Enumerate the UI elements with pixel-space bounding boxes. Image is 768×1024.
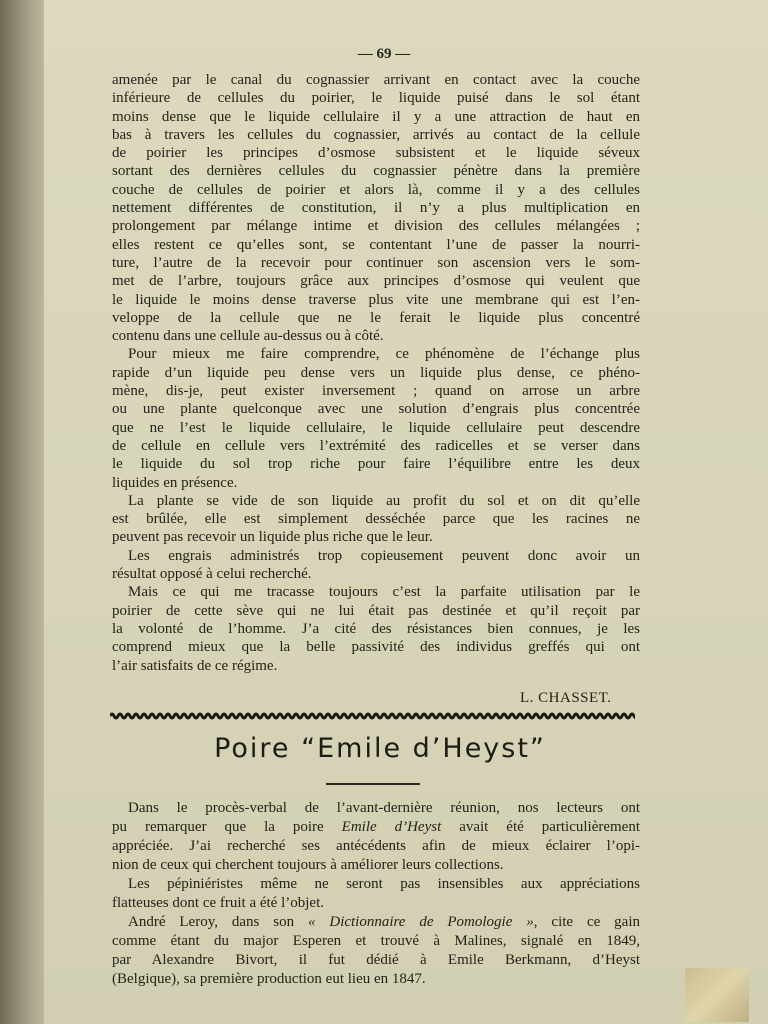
text-line: nion de ceux qui cherchent toujours à améliorer leurs collections. xyxy=(112,857,504,873)
text-line: comprend mieux que la belle passivité des individus greffés qui ont xyxy=(112,639,640,656)
text-line: prolongement par mélange intime et division des cellules mélangées ; xyxy=(112,218,640,235)
text-line: sortant des dernières cellules du cognassier pénètre dans la première xyxy=(112,163,640,180)
text-line xyxy=(112,913,640,932)
text-line: veloppe de la cellule que ne le ferait le liquide plus concentré xyxy=(112,309,640,326)
text-line: appréciée. J’ai recherché ses antécédents afin de mieux éclairer l’opi- xyxy=(112,838,640,854)
text-line: met de l’arbre, toujours grâce aux principes d’osmose qui veulent que xyxy=(112,273,640,290)
text-line: amenée par le canal du cognassier arrivant en contact avec la couche xyxy=(112,72,640,88)
text-segment: , cite ce gain xyxy=(533,914,640,930)
text-segment: avait été particulièrement xyxy=(441,819,641,835)
text-line: Les engrais administrés trop copieusement peuvent donc avoir un xyxy=(128,547,640,564)
text-line: flatteuses dont ce fruit a été l’objet. xyxy=(112,895,324,911)
text-segment: pu remarquer que la poire xyxy=(112,819,342,835)
text-line: liquides en présence. xyxy=(112,474,238,491)
text-line: ture, l’autre de la recevoir pour continuer son ascension vers le som- xyxy=(112,254,640,271)
book-title: « Dictionnaire de Pomologie » xyxy=(307,914,534,930)
text-segment: André Leroy, dans son xyxy=(128,914,308,930)
text-line: peuvent pas recevoir un liquide plus riche que le leur. xyxy=(112,529,433,546)
text-line xyxy=(112,818,640,837)
text-line: le liquide le moins dense traverse plus vite une membrane qui est l’en- xyxy=(112,291,640,308)
article-1-body xyxy=(112,71,640,675)
text-line: de poirier les principes d’osmose subsistent et le liquide séveux xyxy=(112,145,640,162)
text-line: ou une plante quelconque avec une solution d’engrais plus concentrée xyxy=(112,401,640,418)
text-line: Dans le procès-verbal de l’avant-dernière réunion, nos lecteurs ont xyxy=(128,800,640,816)
text-line: que ne l’est le liquide cellulaire, le liquide cellulaire peut descendre xyxy=(112,419,640,436)
author-signature: L. CHASSET. xyxy=(520,690,612,706)
text-line: elles restent ce qu’elles sont, se contentant l’une de passer la nourri- xyxy=(112,236,640,253)
book-spine-edge xyxy=(0,0,44,1024)
text-line: mène, dis-je, peut exister inversement ; quand on arrose un arbre xyxy=(112,383,640,400)
text-line: le liquide du sol trop riche pour faire l’équilibre entre les deux xyxy=(112,456,640,473)
text-line: comme étant du major Esperen et trouvé à Malines, signalé en 1849, xyxy=(112,933,640,949)
text-line: est brûlée, elle est simplement desséchée parce que les racines ne xyxy=(112,511,640,528)
text-line: Mais ce qui me tracasse toujours c’est la parfaite utilisation par le xyxy=(128,584,640,601)
title-underline xyxy=(326,783,420,785)
text-line: par Alexandre Bivort, il fut dédié à Emile Berkmann, d’Heyst xyxy=(112,952,640,968)
pear-variety-name: Emile d’Heyst xyxy=(341,819,442,835)
text-line: bas à travers les cellules du cognassier, arrivés au contact de la cellule xyxy=(112,126,640,143)
text-line: contenu dans une cellule au-dessus ou à côté. xyxy=(112,328,384,345)
text-line: moins dense que le liquide cellulaire il y a une attraction de haut en xyxy=(112,108,640,125)
text-line: résultat opposé à celui recherché. xyxy=(112,566,312,583)
text-line: rapide d’un liquide peu dense vers un liquide plus dense, ce phéno- xyxy=(112,364,640,381)
page-number: — 69 — xyxy=(357,46,411,62)
wavy-divider xyxy=(110,710,635,722)
text-line: la volonté de l’homme. J’a cité des résistances bien connues, je les xyxy=(112,620,640,637)
text-line: couche de cellules de poirier et alors là, comme il y a des cellules xyxy=(112,181,640,198)
text-line: l’air satisfaits de ce régime. xyxy=(112,657,278,674)
article-2-body xyxy=(112,799,640,989)
text-line: La plante se vide de son liquide au profit du sol et on dit qu’elle xyxy=(128,492,640,509)
text-line: de cellule en cellule vers l’extrémité des radicelles et se verser dans xyxy=(112,437,640,454)
article-title: Poire “Emile d’Heyst” xyxy=(214,733,546,764)
text-line: (Belgique), sa première production eut lieu en 1847. xyxy=(112,971,426,987)
text-line: Les pépiniéristes même ne seront pas insensibles aux appréciations xyxy=(128,876,640,892)
text-line: nettement différentes de constitution, il n’y a plus multiplication en xyxy=(112,200,640,217)
corner-thumbnail xyxy=(685,968,749,1022)
text-line: Pour mieux me faire comprendre, ce phénomène de l’échange plus xyxy=(128,346,640,363)
text-line: poirier de cette sève qui ne lui était pas destinée et qu’il reçoit par xyxy=(112,602,640,619)
text-line: inférieure de cellules du poirier, le liquide puisé dans le sol étant xyxy=(112,90,640,107)
